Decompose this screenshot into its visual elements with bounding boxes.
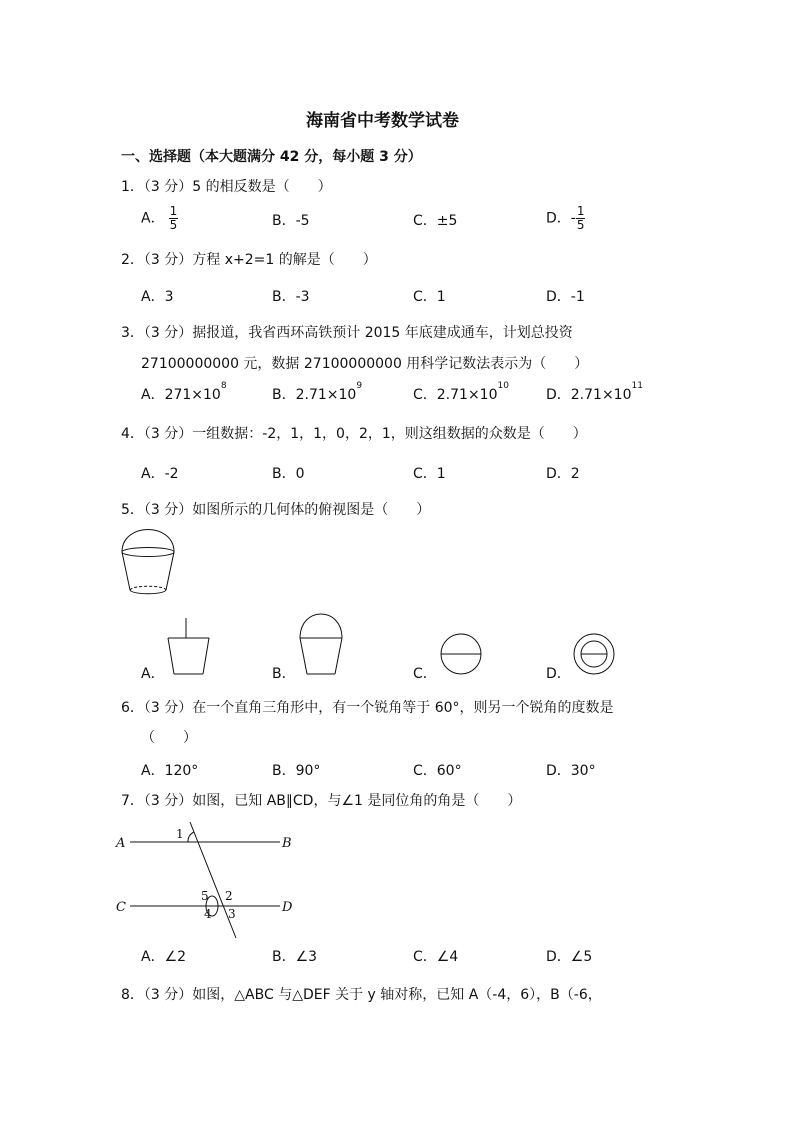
q4-option-d[interactable]: D．2: [546, 466, 580, 482]
q1-option-a-fraction: $\frac{1}{5}$: [169, 204, 178, 232]
q1-option-c[interactable]: C．±5: [413, 213, 458, 229]
q7-option-b[interactable]: B．∠3: [272, 949, 318, 965]
q1-option-a-label: A．: [141, 210, 165, 227]
q4-option-a[interactable]: A．-2: [141, 466, 179, 482]
parallel-lines-figure: [114, 818, 300, 942]
question-3-line-2: 27100000000 元，数据 27100000000 用科学记数法表示为（ ）: [141, 356, 589, 372]
q3-option-a-exponent: 8: [220, 381, 227, 391]
q4-option-b[interactable]: B．0: [272, 466, 305, 482]
q5-option-d[interactable]: D．: [546, 666, 571, 682]
question-4: 4．（3 分）一组数据：-2，1，1，0，2，1，则这组数据的众数是（ ）: [121, 426, 587, 442]
q2-option-c[interactable]: C．1: [413, 289, 446, 305]
q2-option-b[interactable]: B．-3: [272, 289, 310, 305]
q3-option-d[interactable]: [546, 381, 643, 404]
q1-option-b[interactable]: B．-5: [272, 213, 310, 229]
q3-option-c[interactable]: [413, 381, 509, 404]
q4-option-c[interactable]: C．1: [413, 466, 446, 482]
q1-option-d-fraction: $\frac{1}{5}$: [576, 204, 585, 232]
label-a: A: [116, 836, 126, 851]
angle-4-label: 4: [204, 907, 212, 921]
q2-option-d[interactable]: D．-1: [546, 289, 585, 305]
question-2: 2．（3 分）方程 x+2=1 的解是（ ）: [121, 252, 377, 268]
angle-5-label: 5: [201, 889, 209, 903]
q5-option-b-figure: [298, 612, 344, 678]
question-8: 8．（3 分）如图，△ABC 与△DEF 关于 y 轴对称，已知 A（-4，6），B（-6，: [121, 987, 602, 1003]
q6-option-a[interactable]: A．120°: [141, 763, 199, 779]
section-heading: 一、选择题（本大题满分 42 分，每小题 3 分）: [121, 149, 422, 165]
label-b: B: [282, 836, 292, 851]
q3-option-b[interactable]: [272, 381, 363, 404]
angle-3-label: 3: [228, 907, 236, 921]
q5-option-c-figure: [439, 632, 483, 676]
q1-option-a[interactable]: [141, 205, 178, 232]
q5-option-a[interactable]: A．: [141, 666, 165, 682]
q7-option-a[interactable]: A．∠2: [141, 949, 187, 965]
q5-option-c[interactable]: C．: [413, 666, 437, 682]
q5-option-b[interactable]: B．: [272, 666, 296, 682]
question-1: 1．（3 分）5 的相反数是（ ）: [121, 179, 332, 195]
angle-2-label: 2: [225, 889, 233, 903]
q7-option-d[interactable]: D．∠5: [546, 949, 593, 965]
q6-option-b[interactable]: B．90°: [272, 763, 321, 779]
bucket-solid-figure: [118, 528, 178, 600]
q1-option-d-label: D．-: [546, 210, 576, 227]
q6-option-c[interactable]: C．60°: [413, 763, 462, 779]
label-c: C: [116, 900, 126, 915]
q3-option-d-exponent: 11: [631, 381, 643, 391]
q6-option-d[interactable]: D．30°: [546, 763, 596, 779]
question-6-line-1: 6．（3 分）在一个直角三角形中，有一个锐角等于 60°，则另一个锐角的度数是: [121, 700, 614, 716]
q2-option-a[interactable]: A．3: [141, 289, 174, 305]
question-6-line-2: （ ）: [141, 730, 197, 746]
angle-1-label: 1: [176, 827, 184, 841]
q3-option-d-base: D．2.71×10: [546, 387, 632, 403]
q3-option-a[interactable]: [141, 381, 227, 404]
q3-option-b-base: B．2.71×10: [272, 387, 357, 403]
q1-option-d[interactable]: [546, 205, 585, 232]
label-d: D: [282, 900, 293, 915]
q3-option-c-base: C．2.71×10: [413, 387, 498, 403]
q3-option-a-base: A．271×10: [141, 387, 221, 403]
question-5: 5．（3 分）如图所示的几何体的俯视图是（ ）: [121, 502, 431, 518]
q7-option-c[interactable]: C．∠4: [413, 949, 459, 965]
question-3-line-1: 3．（3 分）据报道，我省西环高铁预计 2015 年底建成通车，计划总投资: [121, 325, 573, 341]
question-7: 7．（3 分）如图，已知 AB∥CD，与∠1 是同位角的角是（ ）: [121, 793, 522, 809]
page-title: 海南省中考数学试卷: [306, 111, 459, 131]
q5-option-a-figure: [166, 616, 212, 678]
q5-option-d-figure: [572, 632, 616, 676]
q3-option-c-exponent: 10: [497, 381, 509, 391]
q3-option-b-exponent: 9: [356, 381, 363, 391]
